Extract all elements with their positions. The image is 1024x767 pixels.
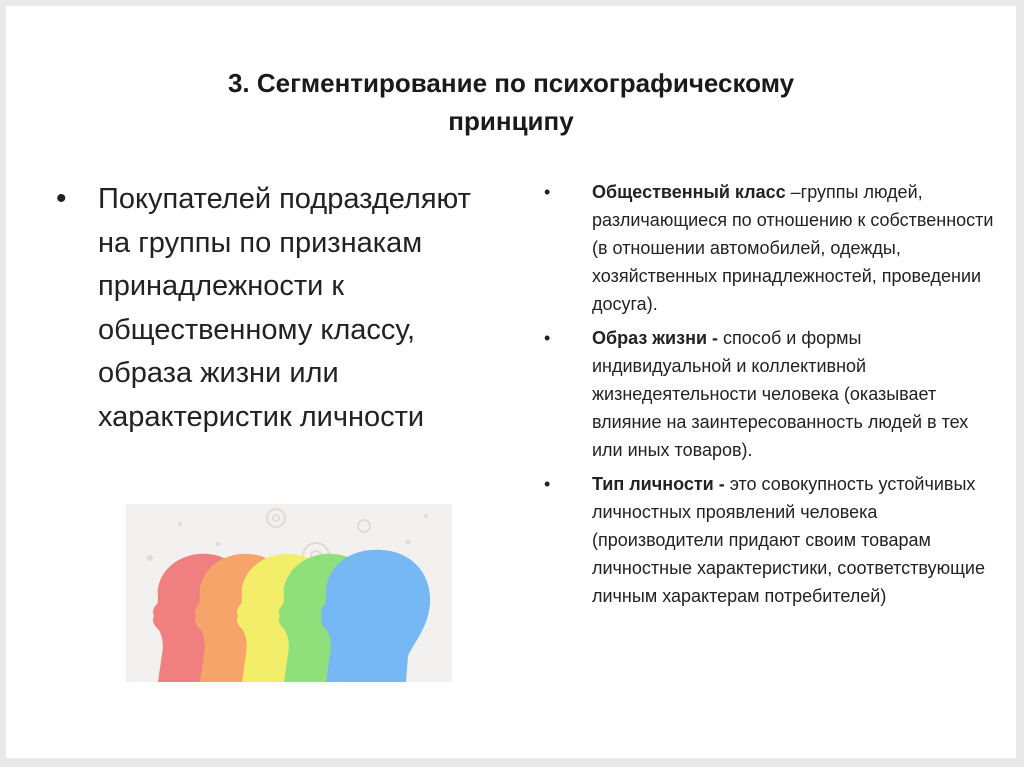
list-item-text xyxy=(592,470,998,610)
head-silhouettes-illustration xyxy=(126,504,452,682)
right-bullet-list xyxy=(538,178,998,616)
list-item-social-class xyxy=(538,178,998,318)
list-item-definition: –группы людей, различающиеся по отношению к собственности (в отношении автомобилей, одежды, хозяйственных принадлежностей, проведении досуга). xyxy=(592,182,994,314)
list-item-definition: это совокупность устойчивых личностных проявлений человека (производители придают своим товарам личностные характеристики, соответствующие личным характерам потребителей) xyxy=(592,474,985,606)
list-item-term: Общественный класс xyxy=(592,182,791,202)
list-item-term: Тип личности - xyxy=(592,474,730,494)
list-item-text xyxy=(592,178,998,318)
head-silhouette-blue xyxy=(321,550,430,682)
list-item-lifestyle xyxy=(538,324,998,464)
list-item-term: Образ жизни - xyxy=(592,328,724,348)
bullet-marker: • xyxy=(544,182,551,202)
list-item-personality xyxy=(538,470,998,610)
slide xyxy=(6,6,1016,758)
bullet-marker: • xyxy=(544,328,551,348)
bullet-marker: • xyxy=(56,182,67,215)
left-bullet-text: Покупателей подразделяют на группы по признакам принадлежности к общественному классу, образа жизни или характеристик личности xyxy=(98,183,471,433)
bullet-marker: • xyxy=(544,474,551,494)
list-item-definition: способ и формы индивидуальной и коллективной жизнедеятельности человека (оказывает влияние на заинтересованность людей в тех или иных товаров). xyxy=(592,328,969,460)
head-silhouettes-image xyxy=(126,504,452,682)
slide-title-line-2: принципу xyxy=(448,106,574,136)
slide-title-line-1: 3. Сегментирование по психографическому xyxy=(227,68,795,98)
slide-title xyxy=(6,64,1016,140)
list-item-text xyxy=(592,324,998,464)
